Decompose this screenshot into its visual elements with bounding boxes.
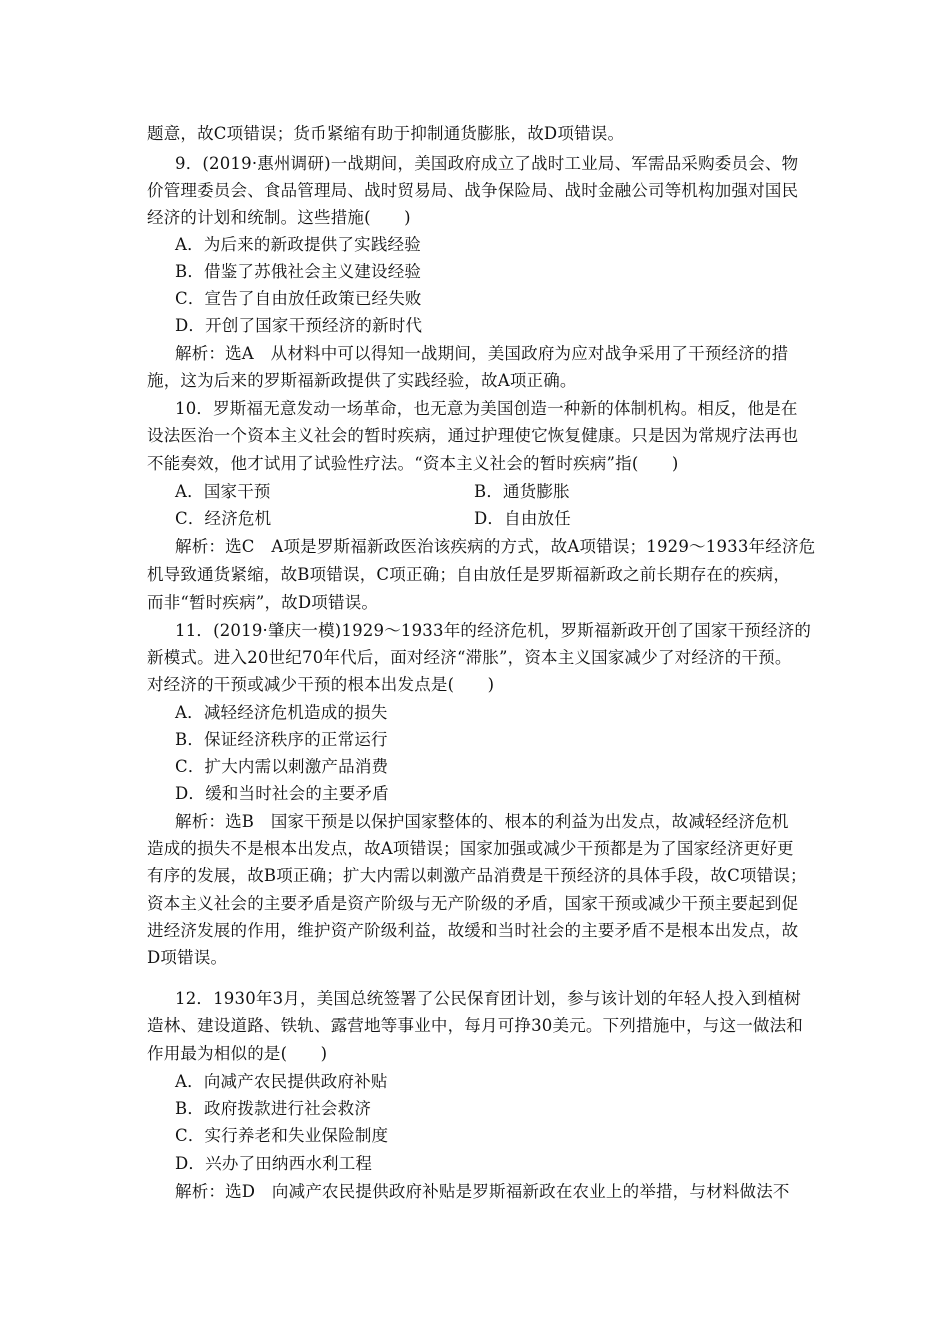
- option-c: C．宣告了自由放任政策已经失败: [175, 289, 422, 308]
- option-b: B．借鉴了苏俄社会主义建设经验: [175, 262, 422, 281]
- option-d: D．自由放任: [474, 509, 571, 528]
- question-11-stem: 11．(2019·肇庆一模)1929～1933年的经济危机，罗斯福新政开创了国家干预经济的: [175, 621, 812, 640]
- text-line: 资本主义社会的主要矛盾是资产阶级与无产阶级的矛盾，国家干预或减少干预主要起到促: [147, 894, 799, 913]
- text-line: 不能奏效，他才试用了试验性疗法。“资本主义社会的暂时疾病”指( ): [147, 454, 679, 473]
- option-b: B．通货膨胀: [474, 482, 570, 501]
- text-line: 造林、建设道路、铁轨、露营地等事业中，每月可挣30美元。下列措施中，与这一做法和: [147, 1016, 803, 1035]
- text-line: 新模式。进入20世纪70年代后，面对经济“滞胀”，资本主义国家减少了对经济的干预。: [147, 648, 792, 667]
- answer-analysis: 解析：选A 从材料中可以得知一战期间，美国政府为应对战争采用了干预经济的措: [175, 344, 789, 363]
- text-line: 有序的发展，故B项正确；扩大内需以刺激产品消费是干预经济的具体手段，故C项错误；: [147, 866, 807, 885]
- text-line: 机导致通货紧缩，故B项错误，C项正确；自由放任是罗斯福新政之前长期存在的疾病，: [147, 565, 791, 584]
- text-line: 价管理委员会、食品管理局、战时贸易局、战争保险局、战时金融公司等机构加强对国民: [147, 181, 799, 200]
- answer-analysis: 解析：选C A项是罗斯福新政医治该疾病的方式，故A项错误；1929～1933年经济危: [175, 537, 816, 556]
- answer-analysis: 解析：选D 向减产农民提供政府补贴是罗斯福新政在农业上的举措，与材料做法不: [175, 1182, 790, 1201]
- text-line: D项错误。: [147, 948, 228, 967]
- option-b: B．保证经济秩序的正常运行: [175, 730, 388, 749]
- option-c: C．实行养老和失业保险制度: [175, 1126, 389, 1145]
- text-line: 施，这为后来的罗斯福新政提供了实践经验，故A项正确。: [147, 371, 577, 390]
- option-c: C．经济危机: [175, 509, 272, 528]
- option-d: D．缓和当时社会的主要矛盾: [175, 784, 389, 803]
- question-12-stem: 12．1930年3月，美国总统签署了公民保育团计划，参与该计划的年轻人投入到植树: [175, 989, 801, 1008]
- text-line: 经济的计划和统制。这些措施( ): [147, 208, 411, 227]
- option-d: D．兴办了田纳西水利工程: [175, 1154, 373, 1173]
- question-9-stem: 9．(2019·惠州调研)一战期间，美国政府成立了战时工业局、军需品采购委员会、物: [175, 154, 799, 173]
- answer-analysis: 解析：选B 国家干预是以保护国家整体的、根本的利益为出发点，故减轻经济危机: [175, 812, 789, 831]
- text-line: 造成的损失不是根本出发点，故A项错误；国家加强或减少干预都是为了国家经济更好更: [147, 839, 794, 858]
- option-a: A．国家干预: [175, 482, 271, 501]
- question-10-stem: 10．罗斯福无意发动一场革命，也无意为美国创造一种新的体制机构。相反，他是在: [175, 399, 798, 418]
- option-a: A．向减产农民提供政府补贴: [175, 1072, 388, 1091]
- text-line: 对经济的干预或减少干预的根本出发点是( ): [147, 675, 495, 694]
- option-a: A．减轻经济危机造成的损失: [175, 703, 388, 722]
- text-line: 进经济发展的作用，维护资产阶级利益，故缓和当时社会的主要矛盾不是根本出发点，故: [147, 921, 799, 940]
- option-a: A．为后来的新政提供了实践经验: [175, 235, 421, 254]
- option-b: B．政府拨款进行社会救济: [175, 1099, 372, 1118]
- text-line: 而非“暂时疾病”，故D项错误。: [147, 593, 379, 612]
- text-line: 作用最为相似的是( ): [147, 1044, 328, 1063]
- option-d: D．开创了国家干预经济的新时代: [175, 316, 423, 335]
- option-c: C．扩大内需以刺激产品消费: [175, 757, 389, 776]
- text-line: 设法医治一个资本主义社会的暂时疾病，通过护理使它恢复健康。只是因为常规疗法再也: [147, 426, 799, 445]
- text-line: 题意，故C项错误；货币紧缩有助于抑制通货膨胀，故D项错误。: [147, 124, 625, 143]
